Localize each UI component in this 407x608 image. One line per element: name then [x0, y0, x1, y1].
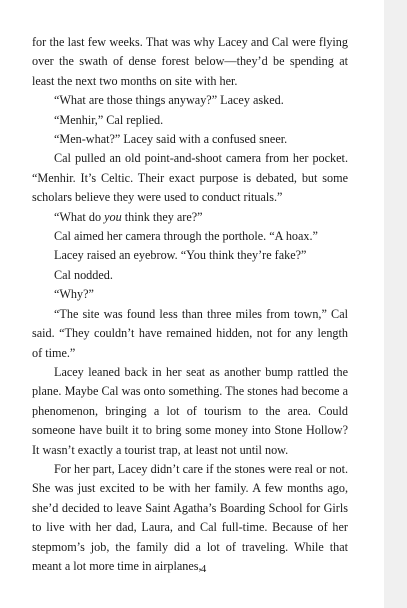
paragraph: “Men-what?” Lacey said with a confused sneer. — [54, 132, 288, 147]
paragraph: For her part, Lacey didn’t care if the stones were real or not. She was just excited to be with her family. A few months ago, she’d decided to leave Saint Agatha’s Boarding School for Girls to live with her dad, Laura, and Cal full-time. Because of her stepmom’s job, the family did a lot of traveling. While that meant a lot more time in airplanes, — [32, 461, 348, 573]
paragraph: “Menhir,” Cal replied. — [54, 112, 164, 127]
paragraph: Lacey raised an eyebrow. “You think they’re fake?” — [54, 248, 307, 263]
paragraph: “What are those things anyway?” Lacey asked. — [54, 93, 284, 108]
paragraph — [32, 208, 348, 227]
body-text — [32, 33, 348, 576]
paragraph-text: “What do — [54, 209, 105, 224]
paragraph: “The site was found less than three miles from town,” Cal said. “They couldn’t have remained hidden, not for any length of time.” — [32, 306, 348, 360]
paragraph: “Why?” — [54, 287, 94, 302]
paragraph: for the last few weeks. That was why Lacey and Cal were flying over the swath of dense forest below—they’d be spending at least the next two months on site with her. — [32, 35, 348, 88]
paragraph: Cal nodded. — [54, 267, 113, 282]
paragraph: Cal pulled an old point-and-shoot camera from her pocket. “Menhir. It’s Celtic. Their exact purpose is debated, but some scholars believe they were used to conduct rituals.” — [32, 151, 348, 205]
paragraph-text: think they are?” — [121, 209, 203, 224]
scrollbar-track[interactable] — [384, 0, 407, 608]
paragraph: Lacey leaned back in her seat as another bump rattled the plane. Maybe Cal was onto something. The stones had become a phenomenon, bringing a lot of tourism to the area. Could someone have built it to bring some money into Stone Hollow? It wasn’t exactly a tourist trap, at least not until now. — [32, 364, 348, 457]
emphasized-word: you — [104, 209, 122, 224]
page-number: 4 — [200, 563, 207, 575]
paragraph: Cal aimed her camera through the porthole. “A hoax.” — [54, 229, 318, 244]
